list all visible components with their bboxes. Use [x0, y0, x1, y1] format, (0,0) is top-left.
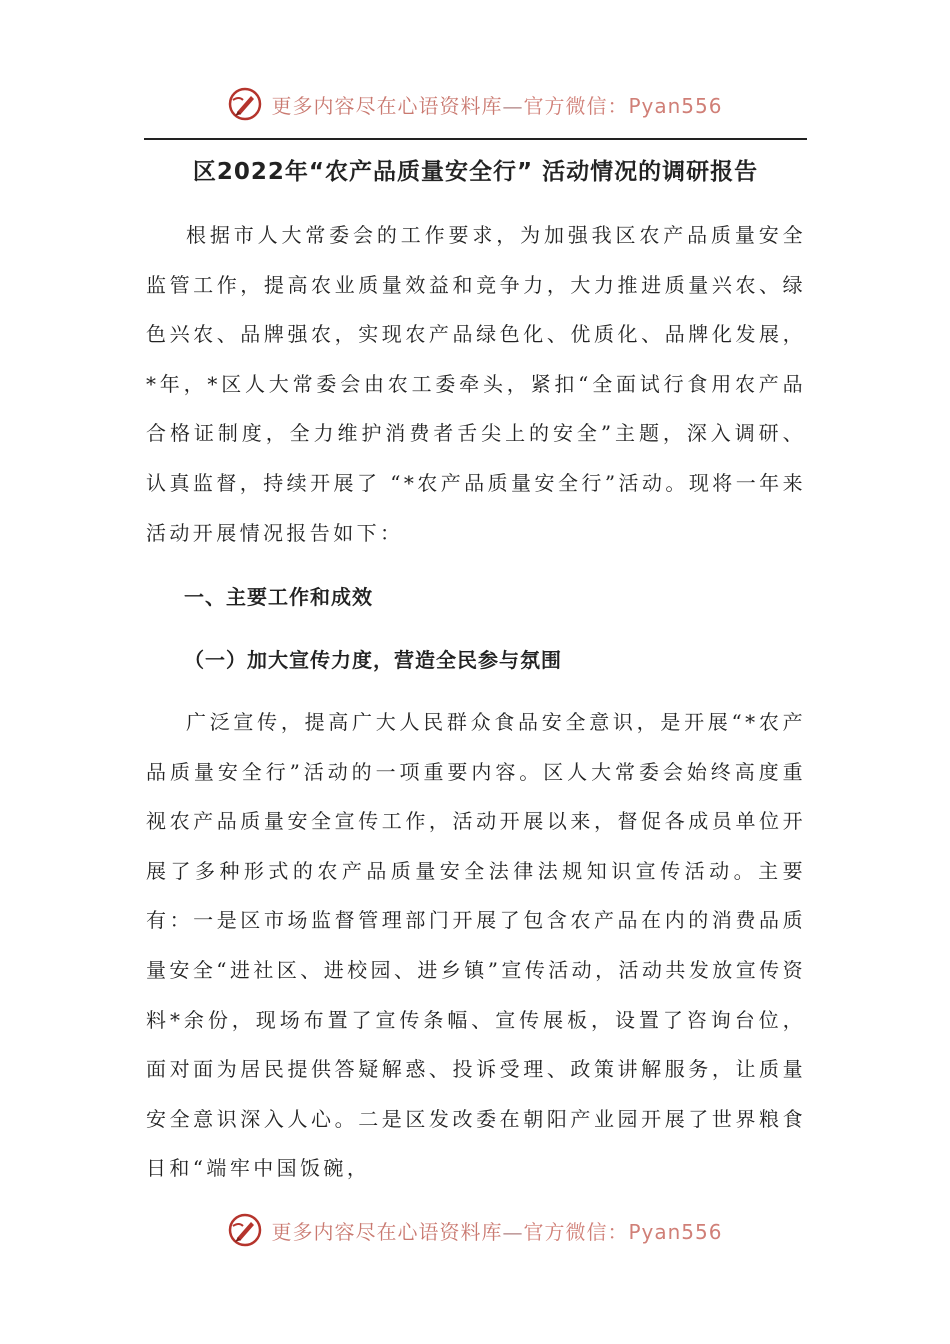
banner-contact: 官方微信：Pyan556	[523, 93, 723, 118]
banner-contact: 官方微信：Pyan556	[523, 1219, 723, 1244]
footer-banner	[0, 1210, 950, 1250]
subsection-heading: （一）加大宣传力度，营造全民参与氛围	[184, 648, 562, 672]
banner-text	[271, 1216, 722, 1245]
paragraph-intro: 根据市人大常委会的工作要求，为加强我区农产品质量安全监管工作，提高农业质量效益和竞争力，大力推进质量兴农、绿色兴农、品牌强农，实现农产品绿色化、优质化、品牌化发展， *年，*区人大常委会由农工委牵头，紧扣“全面试行食用农产品合格证制度，全力维护消费者舌尖上的安全”主题，深入调研、认真监督，持续开展了 “*农产品质量安全行”活动。现将一年来活动开展情况报告如下：	[146, 223, 806, 545]
banner-separator: —	[502, 1219, 524, 1244]
document-title: 区2022年“农产品质量安全行” 活动情况的调研报告	[192, 159, 759, 185]
paragraph-publicity: 广泛宣传，提高广大人民群众食品安全意识，是开展“*农产品质量安全行”活动的一项重要内容。区人大常委会始终高度重视农产品质量安全宣传工作，活动开展以来，督促各成员单位开展了多种形式的农产品质量安全法律法规知识宣传活动。主要有：一是区市场监督管理部门开展了包含农产品在内的消费品质量安全“进社区、进校园、进乡镇”宣传活动，活动共发放宣传资料*余份，现场布置了宣传条幅、宣传展板，设置了咨询台位，面对面为居民提供答疑解惑、投诉受理、政策讲解服务，让质量安全意识深入人心。二是区发改委在朝阳产业园开展了世界粮食日和“端牢中国饭碗，	[146, 710, 806, 1181]
pen-logo-icon	[227, 1212, 263, 1248]
banner-slogan: 更多内容尽在心语资料库	[271, 1219, 503, 1244]
header-divider	[144, 138, 807, 140]
section-heading: 一、主要工作和成效	[184, 585, 373, 609]
banner-slogan: 更多内容尽在心语资料库	[271, 93, 503, 118]
pen-logo-icon	[227, 86, 263, 122]
banner-text	[271, 90, 722, 119]
header-banner	[0, 84, 950, 124]
banner-separator: —	[502, 93, 524, 118]
